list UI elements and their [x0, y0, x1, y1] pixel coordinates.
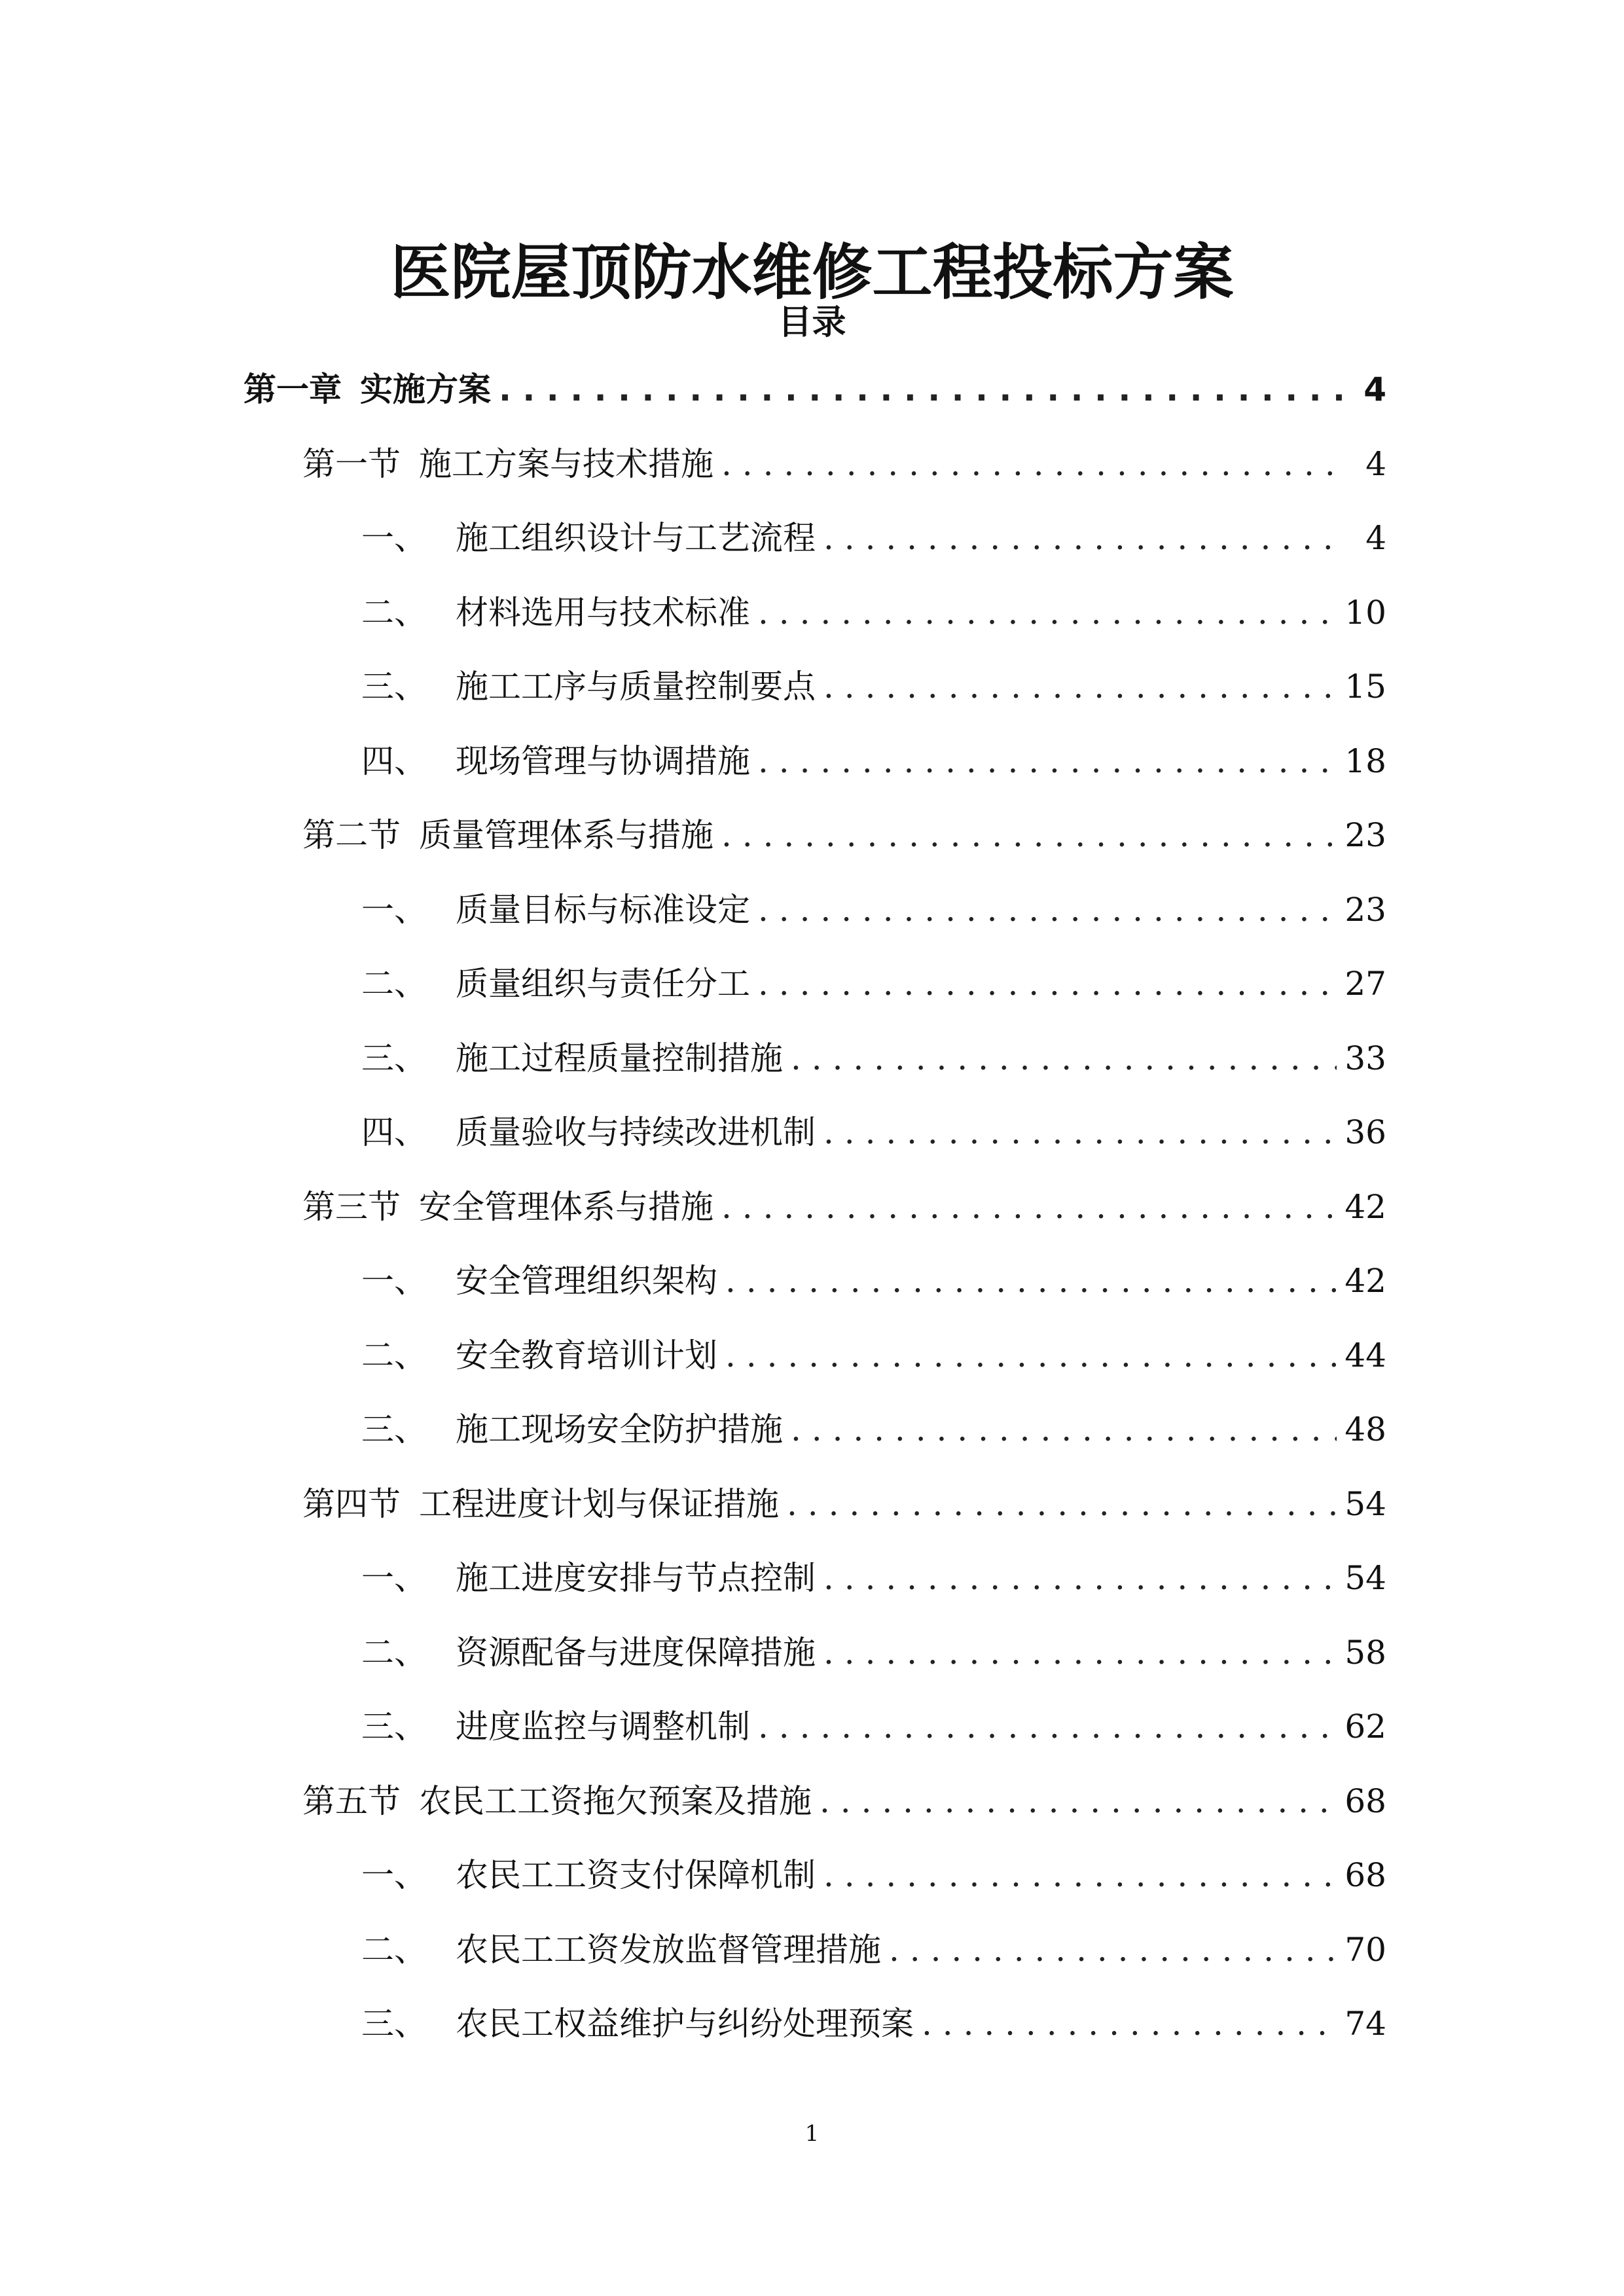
toc-entry-title: 质量组织与责任分工	[456, 965, 750, 1003]
toc-entry-prefix: 三、	[361, 1410, 427, 1448]
toc-entry-page-number: 15	[1344, 668, 1386, 706]
toc-entry-page-number: 4	[1365, 519, 1386, 557]
toc-entry-title: 农民工工资支付保障机制	[456, 1856, 816, 1894]
toc-entry-section[interactable]	[302, 1181, 1386, 1233]
toc-entry-title: 资源配备与进度保障措施	[456, 1633, 816, 1672]
toc-dot-leader	[823, 1106, 1337, 1158]
toc-entry-item[interactable]	[361, 1255, 1386, 1307]
toc-entry-page-number: 68	[1344, 1856, 1386, 1894]
toc-dot-leader	[889, 1924, 1337, 1976]
toc-entry-page-number: 10	[1344, 593, 1386, 632]
toc-entry-page-number: 23	[1344, 890, 1386, 929]
toc-dot-leader	[922, 1998, 1337, 2050]
toc-dot-leader	[791, 1032, 1337, 1085]
toc-dot-leader	[823, 1849, 1337, 1901]
toc-entry-prefix: 二、	[361, 965, 427, 1003]
toc-entry-page-number: 62	[1344, 1708, 1386, 1746]
toc-entry-section[interactable]	[302, 809, 1386, 861]
toc-dot-leader	[823, 660, 1337, 713]
toc-dot-leader	[725, 1329, 1337, 1382]
toc-entry-title: 进度监控与调整机制	[456, 1708, 750, 1746]
toc-entry-title: 施工进度安排与节点控制	[456, 1559, 816, 1597]
toc-entry-page-number: 70	[1344, 1930, 1386, 1969]
toc-entry-prefix: 三、	[361, 2005, 427, 2043]
toc-entry-title: 实施方案	[360, 370, 491, 408]
toc-dot-leader	[721, 438, 1343, 490]
toc-entry-page-number: 36	[1344, 1113, 1386, 1151]
toc-entry-prefix: 一、	[361, 1856, 427, 1894]
toc-entry-page-number: 68	[1344, 1782, 1386, 1820]
toc-entry-title: 安全管理组织架构	[456, 1262, 717, 1300]
toc-entry-page-number: 18	[1344, 742, 1386, 780]
toc-entry-prefix: 二、	[361, 1633, 427, 1672]
toc-entry-item[interactable]	[361, 1924, 1386, 1976]
toc-entry-item[interactable]	[361, 1998, 1386, 2050]
toc-dot-leader	[791, 1403, 1337, 1456]
toc-entry-page-number: 33	[1344, 1039, 1386, 1077]
toc-entry-title: 农民工权益维护与纠纷处理预案	[456, 2005, 914, 2043]
toc-entry-prefix: 第五节	[302, 1782, 401, 1820]
toc-heading: 目录	[778, 303, 846, 342]
toc-entry-section[interactable]	[302, 438, 1386, 490]
toc-entry-prefix: 二、	[361, 1336, 427, 1374]
toc-dot-leader	[823, 1626, 1337, 1679]
toc-entry-prefix: 二、	[361, 1930, 427, 1969]
toc-entry-section[interactable]	[302, 1478, 1386, 1530]
toc-entry-title: 农民工工资拖欠预案及措施	[419, 1782, 812, 1820]
toc-entry-page-number: 4	[1363, 370, 1386, 408]
toc-dot-leader	[823, 1552, 1337, 1604]
toc-entry-title: 工程进度计划与保证措施	[419, 1484, 779, 1523]
toc-entry-item[interactable]	[361, 1849, 1386, 1901]
toc-dot-leader	[820, 1775, 1337, 1827]
toc-entry-page-number: 54	[1344, 1559, 1386, 1597]
toc-entry-item[interactable]	[361, 1626, 1386, 1679]
toc-dot-leader	[758, 884, 1337, 936]
toc-entry-prefix: 一、	[361, 1262, 427, 1300]
toc-dot-leader	[758, 735, 1337, 787]
toc-dot-leader	[823, 512, 1343, 564]
toc-entry-prefix: 第一节	[302, 444, 401, 483]
toc-entry-title: 质量目标与标准设定	[456, 890, 750, 929]
toc-entry-page-number: 4	[1365, 444, 1386, 483]
toc-entry-title: 施工现场安全防护措施	[456, 1410, 783, 1448]
toc-entry-item[interactable]	[361, 1700, 1386, 1753]
toc-entry-title: 施工组织设计与工艺流程	[456, 519, 816, 557]
toc-entry-prefix: 第一章	[244, 370, 342, 408]
toc-entry-section[interactable]	[302, 1775, 1386, 1827]
toc-entry-item[interactable]	[361, 884, 1386, 936]
toc-entry-title: 农民工工资发放监督管理措施	[456, 1930, 881, 1969]
toc-entry-title: 施工过程质量控制措施	[456, 1039, 783, 1077]
toc-entry-prefix: 一、	[361, 519, 427, 557]
toc-dot-leader	[758, 586, 1337, 639]
document-title: 医院屋顶防水维修工程投标方案	[390, 237, 1234, 308]
toc-entry-page-number: 23	[1344, 816, 1386, 854]
toc-dot-leader	[758, 958, 1337, 1010]
toc-dot-leader	[499, 363, 1343, 416]
toc-entry-item[interactable]	[361, 735, 1386, 787]
toc-entry-page-number: 58	[1344, 1633, 1386, 1672]
toc-entry-item[interactable]	[361, 1329, 1386, 1382]
toc-entry-title: 质量管理体系与措施	[419, 816, 713, 854]
toc-entry-item[interactable]	[361, 958, 1386, 1010]
toc-entry-prefix: 第四节	[302, 1484, 401, 1523]
toc-entry-title: 材料选用与技术标准	[456, 593, 750, 632]
toc-entry-item[interactable]	[361, 660, 1386, 713]
page-number: 1	[804, 2121, 820, 2147]
toc-entry-item[interactable]	[361, 1106, 1386, 1158]
toc-entry-page-number: 48	[1344, 1410, 1386, 1448]
toc-entry-title: 安全教育培训计划	[456, 1336, 717, 1374]
toc-entry-title: 安全管理体系与措施	[419, 1187, 713, 1226]
toc-entry-page-number: 54	[1344, 1484, 1386, 1523]
toc-entry-prefix: 四、	[361, 1113, 427, 1151]
toc-entry-prefix: 四、	[361, 742, 427, 780]
toc-entry-item[interactable]	[361, 1552, 1386, 1604]
toc-entry-page-number: 42	[1344, 1262, 1386, 1300]
toc-entry-page-number: 44	[1344, 1336, 1386, 1374]
toc-entry-item[interactable]	[361, 1032, 1386, 1085]
toc-entry-prefix: 三、	[361, 668, 427, 706]
toc-entry-item[interactable]	[361, 512, 1386, 564]
toc-entry-prefix: 第二节	[302, 816, 401, 854]
toc-entry-title: 施工工序与质量控制要点	[456, 668, 816, 706]
toc-entry-title: 质量验收与持续改进机制	[456, 1113, 816, 1151]
toc-entry-item[interactable]	[361, 1403, 1386, 1456]
toc-entry-prefix: 三、	[361, 1708, 427, 1746]
toc-entry-prefix: 一、	[361, 1559, 427, 1597]
toc-dot-leader	[721, 1181, 1337, 1233]
toc-entry-chapter[interactable]	[244, 363, 1386, 416]
toc-entry-prefix: 二、	[361, 593, 427, 632]
toc-entry-title: 施工方案与技术措施	[419, 444, 713, 483]
toc-entry-item[interactable]	[361, 586, 1386, 639]
toc-entry-title: 现场管理与协调措施	[456, 742, 750, 780]
toc-dot-leader	[725, 1255, 1337, 1307]
toc-entry-page-number: 42	[1344, 1187, 1386, 1226]
toc-dot-leader	[787, 1478, 1337, 1530]
toc-entry-prefix: 第三节	[302, 1187, 401, 1226]
toc-entry-prefix: 一、	[361, 890, 427, 929]
toc-entry-page-number: 27	[1344, 965, 1386, 1003]
toc-entry-page-number: 74	[1344, 2005, 1386, 2043]
toc-dot-leader	[758, 1700, 1337, 1753]
toc-dot-leader	[721, 809, 1337, 861]
toc-entry-prefix: 三、	[361, 1039, 427, 1077]
